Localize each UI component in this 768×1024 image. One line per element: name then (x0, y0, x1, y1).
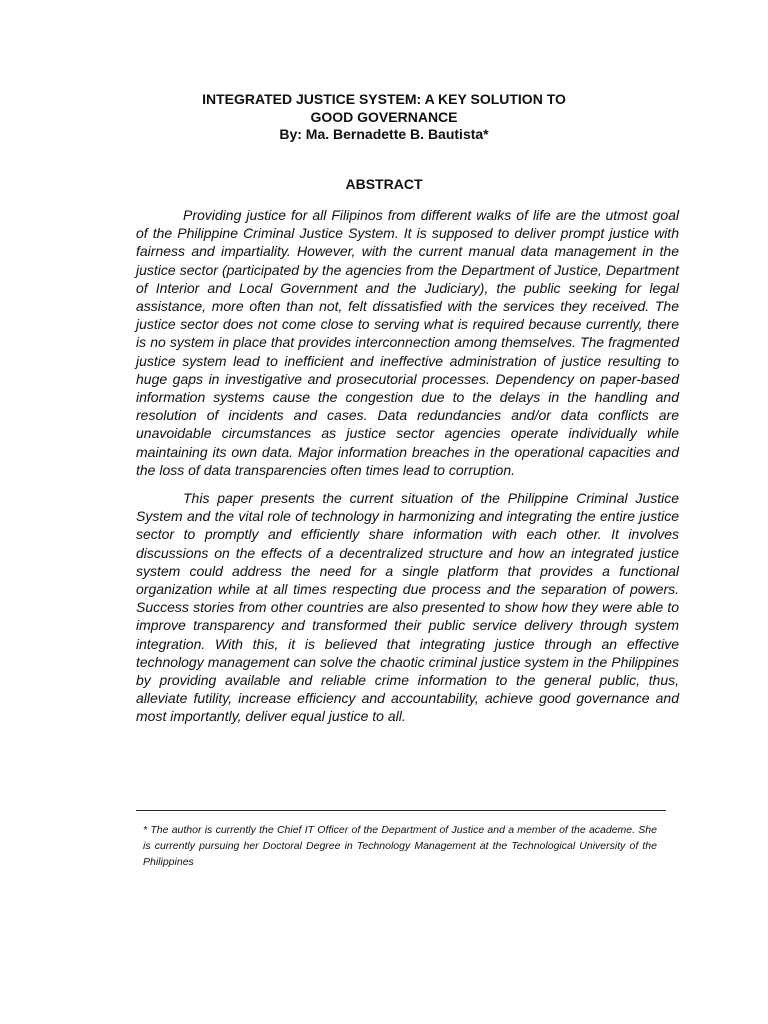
title-block (0, 91, 768, 144)
abstract-body (136, 206, 679, 736)
footnote-divider (136, 810, 666, 811)
abstract-paragraph-1: Providing justice for all Filipinos from different walks of life are the utmost goal of the Philippine Criminal Justice System. It is supposed to deliver prompt justice with fairness and impartiality. However, with the current manual data management in the justice sector (participated by the agencies from the Department of Justice, Department of Interior and Local Government and the Judiciary), the public seeking for legal assistance, more often than not, felt dissatisfied with the services they received. The justice sector does not come close to serving what is required because currently, there is no system in place that provides interconnection among themselves. The fragmented justice system lead to inefficient and ineffective administration of justice resulting to huge gaps in investigative and prosecutorial processes. Dependency on paper-based information systems cause the congestion due to the delays in the handling and resolution of incidents and cases. Data redundancies and/or data conflicts are unavoidable circumstances as justice sector agencies operate individually while maintaining its own data. Major information breaches in the operational capacities and the loss of data transparencies often times lead to corruption. (136, 207, 679, 478)
paper-title-line-1: INTEGRATED JUSTICE SYSTEM: A KEY SOLUTION TO (202, 91, 566, 107)
author-byline: By: Ma. Bernadette B. Bautista* (279, 126, 489, 142)
abstract-paragraph-2: This paper presents the current situation of the Philippine Criminal Justice System and the vital role of technology in harmonizing and integrating the entire justice sector to promptly and efficiently share information with each other. It involves discussions on the effects of a decentralized structure and how an integrated justice system could address the need for a single platform that provides a functional organization while at all times respecting due process and the separation of powers. Success stories from other countries are also presented to show how they were able to improve transparency and transformed their public service delivery through system integration. With this, it is believed that integrating justice through an effective technology management can solve the chaotic criminal justice system in the Philippines by providing available and reliable crime information to the general public, thus, alleviate futility, increase efficiency and accountability, achieve good governance and most importantly, deliver equal justice to all. (136, 490, 679, 725)
author-footnote: * The author is currently the Chief IT Officer of the Department of Justice and a member of the academe. She is currently pursuing her Doctoral Degree in Technology Management at the Technological University of the Philippines (143, 824, 657, 868)
abstract-heading: ABSTRACT (345, 176, 423, 192)
paper-title-line-2: GOOD GOVERNANCE (310, 108, 458, 125)
